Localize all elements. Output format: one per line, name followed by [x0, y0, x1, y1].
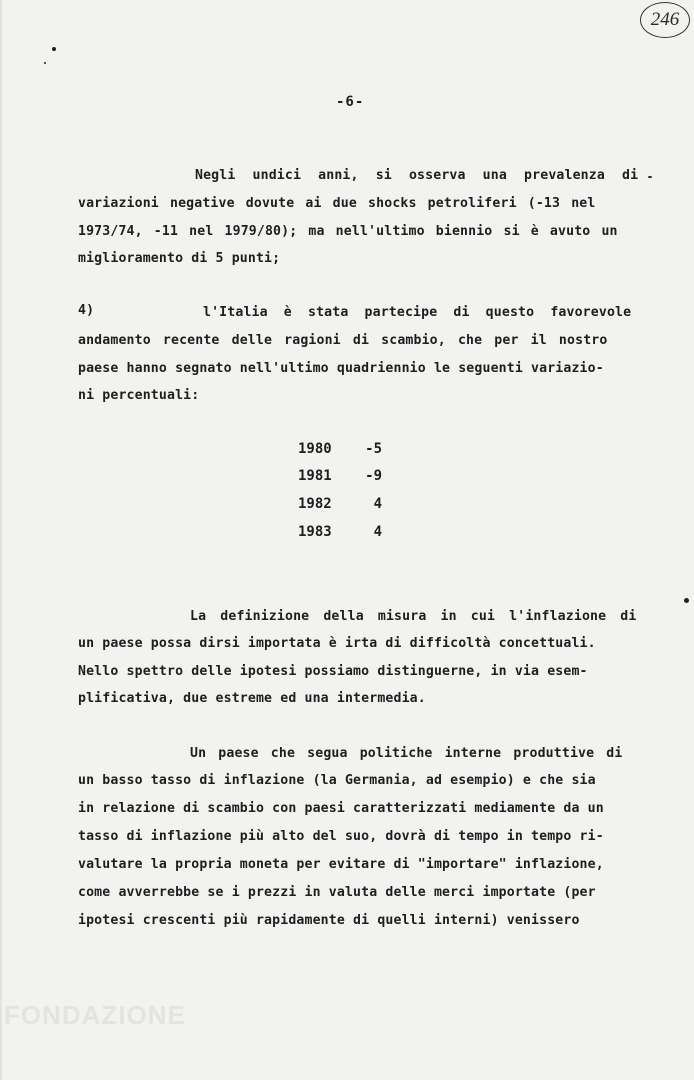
- text-line: [195, 168, 639, 183]
- text-line: [78, 636, 613, 651]
- text-line: [78, 857, 613, 872]
- paragraph-4-line-1: Un paese che segua politiche interne produttive di: [190, 746, 623, 761]
- text-line: [78, 333, 613, 348]
- text-line: [78, 361, 613, 376]
- ink-speck: [44, 62, 46, 64]
- text-line: [78, 913, 613, 928]
- paragraph-4-line-6: come avverrebbe se i prezzi in valuta delle merci importate (per: [78, 885, 596, 900]
- text-line: [190, 609, 637, 624]
- text-line: [78, 885, 613, 900]
- table-value: 4: [373, 524, 382, 540]
- table-year: 1980: [298, 441, 332, 457]
- paragraph-2-line-4: ni percentuali:: [78, 388, 200, 403]
- text-line: [203, 305, 632, 320]
- text-line: [78, 691, 613, 706]
- archive-stamp: 246: [640, 2, 690, 38]
- paragraph-4-line-7: ipotesi crescenti più rapidamente di quelli interni) venissero: [78, 913, 580, 928]
- text-line: [78, 251, 613, 266]
- paragraph-1-line-1: Negli undici anni, si osserva una prevalenza di: [195, 168, 639, 183]
- table-value: 4: [373, 496, 382, 512]
- text-line: [78, 303, 118, 318]
- table-value: -9: [365, 468, 382, 484]
- paragraph-3-line-2: un paese possa dirsi importata è irta di difficoltà concettuali.: [78, 636, 596, 651]
- paragraph-2-line-3: paese hanno segnato nell'ultimo quadriennio le seguenti variazio-: [78, 361, 604, 376]
- text-line: [78, 388, 613, 403]
- ink-speck: [684, 598, 689, 603]
- paragraph-1-line-2: variazioni negative dovute ai due shocks petroliferi (-13 nel: [78, 196, 596, 211]
- text-line: [78, 773, 613, 788]
- paragraph-2-line-2: andamento recente delle ragioni di scambio, che per il nostro: [78, 333, 608, 348]
- table-year: 1982: [298, 496, 332, 512]
- paragraph-1-line-3: 1973/74, -11 nel 1979/80); ma nell'ultimo biennio si è avuto un: [78, 224, 618, 239]
- text-line: [78, 196, 613, 211]
- paragraph-4-line-2: un basso tasso di inflazione (la Germania, ad esempio) e che sia: [78, 773, 596, 788]
- text-line: [78, 801, 613, 816]
- text-line: [190, 746, 623, 761]
- text-line: [78, 664, 613, 679]
- paragraph-3-line-3: Nello spettro delle ipotesi possiamo distinguerne, in via esem-: [78, 664, 588, 679]
- paragraph-3-line-1: La definizione della misura in cui l'inflazione di: [190, 609, 637, 624]
- table-year: 1983: [298, 524, 332, 540]
- paragraph-2-number: 4): [78, 303, 95, 318]
- text-line: [78, 224, 618, 239]
- page-number: -6-: [336, 94, 365, 110]
- paragraph-1-line-4: miglioramento di 5 punti;: [78, 251, 281, 266]
- paragraph-3-line-4: plificativa, due estreme ed una intermedia.: [78, 691, 426, 706]
- table-value: -5: [365, 441, 382, 457]
- archive-watermark: FONDAZIONE: [4, 1000, 186, 1030]
- paragraph-4-line-3: in relazione di scambio con paesi caratterizzati mediamente da un: [78, 801, 604, 816]
- paragraph-2-line-1: l'Italia è stata partecipe di questo favorevole: [203, 305, 632, 320]
- paragraph-4-line-4: tasso di inflazione più alto del suo, dovrà di tempo in tempo ri-: [78, 829, 604, 844]
- ink-speck: [648, 176, 652, 178]
- table-year: 1981: [298, 468, 332, 484]
- text-line: [78, 829, 613, 844]
- ink-speck: [52, 47, 56, 51]
- paragraph-4-line-5: valutare la propria moneta per evitare di "importare" inflazione,: [78, 857, 604, 872]
